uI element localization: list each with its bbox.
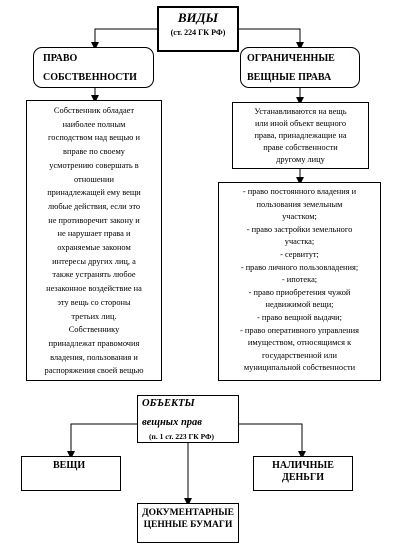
securities-box: [137, 503, 239, 543]
ownership-desc-line: Собственнику: [68, 325, 120, 335]
ownership-desc-line: наиболее полным: [62, 119, 126, 129]
things-label: ВЕЩИ: [53, 460, 86, 471]
ownership-desc-line: не нарушает права и: [57, 229, 131, 239]
limited-rights-line2: ВЕЩНЫЕ ПРАВА: [247, 72, 332, 83]
ownership-desc-line: любые действия, если это: [47, 201, 141, 211]
limited-list-line: - ипотека;: [281, 275, 318, 285]
types-title: ВИДЫ: [177, 10, 219, 25]
objects-box: [137, 395, 239, 443]
securities-line2: ЦЕННЫЕ БУМАГИ: [143, 520, 233, 530]
ownership-desc-line: незаконное воздействие на: [46, 284, 142, 294]
things-box: [21, 456, 121, 491]
limited-list-line: - право вещной выдачи;: [256, 312, 342, 322]
objects-line2: вещных прав: [142, 417, 202, 428]
limited-desc-line: или иной объект вещного: [254, 119, 347, 128]
ownership-line2: СОБСТВЕННОСТИ: [43, 72, 137, 83]
cash-line1: НАЛИЧНЫЕ: [272, 460, 334, 471]
ownership-desc-line: принадлежат правомочия: [48, 338, 140, 348]
limited-rights-list: [218, 182, 381, 381]
limited-desc-line: права, принадлежащие на: [254, 131, 347, 140]
ownership-desc-line: распоряжения своей вещью: [44, 366, 144, 376]
ownership-desc-line: третьих лиц.: [71, 311, 117, 321]
limited-desc-line: Устанавливаются на вещь: [254, 107, 347, 116]
ownership-box: [33, 47, 154, 88]
ownership-desc-line: отношении: [73, 174, 115, 184]
limited-list-line: - право застройки земельного: [246, 224, 353, 234]
limited-desc-line: другому лицу: [276, 155, 325, 164]
connector-objects-right: [238, 424, 302, 455]
ownership-desc-line: вправе по своему: [63, 147, 125, 157]
limited-list-line: - право личного пользовладения;: [240, 262, 359, 272]
limited-rights-description: [232, 102, 369, 169]
ownership-desc-line: также устранять любое: [52, 270, 136, 280]
cash-line2: ДЕНЬГИ: [281, 472, 325, 483]
limited-list-line: - право приобретения чужой: [248, 287, 351, 297]
limited-rights-box: [240, 47, 360, 88]
ownership-desc-line: интересы других лиц, а: [52, 256, 136, 266]
types-subtitle: (ст. 224 ГК РФ): [170, 28, 226, 37]
ownership-desc-line: эту вещь со стороны: [57, 297, 131, 307]
objects-subtitle: (п. 1 ст. 223 ГК РФ): [149, 432, 214, 441]
limited-list-line: пользования земельным: [256, 199, 343, 209]
limited-rights-line1: ОГРАНИЧЕННЫЕ: [247, 53, 335, 64]
limited-list-line: - право постоянного владения и: [242, 187, 357, 196]
limited-list-line: - сервитут;: [280, 249, 319, 259]
ownership-line1: ПРАВО: [43, 53, 78, 64]
limited-list-line: - право оперативного управления: [240, 325, 359, 335]
limited-desc-line: праве собственности: [263, 143, 338, 152]
limited-list-line: муниципальной собственности: [243, 363, 356, 373]
ownership-description: [26, 100, 162, 381]
securities-line1: ДОКУМЕНТАРНЫЕ: [142, 508, 234, 518]
connector-types-right: [238, 29, 300, 46]
ownership-desc-line: господством над вещью и: [47, 133, 140, 143]
cash-box: [253, 456, 353, 491]
limited-list-line: участка;: [284, 237, 315, 247]
types-box: [157, 6, 239, 52]
ownership-desc-line: не противоречит закону и: [48, 215, 140, 225]
ownership-desc-line: Собственник обладает: [53, 106, 135, 115]
limited-list-line: недвижимой вещи;: [265, 300, 334, 310]
ownership-desc-line: охраняемые законом: [57, 243, 131, 253]
limited-list-line: государственной или: [262, 350, 337, 360]
connector-objects-left: [71, 424, 137, 455]
ownership-desc-line: принадлежащей ему вещи: [47, 188, 141, 198]
objects-line1: ОБЪЕКТЫ: [142, 398, 195, 409]
limited-list-line: участком;: [282, 212, 317, 222]
ownership-desc-line: усмотрению совершать в: [49, 160, 139, 170]
connector-types-left: [95, 29, 157, 46]
limited-list-line: имуществом, относящимся к: [247, 338, 352, 348]
ownership-desc-line: владения, пользования и: [50, 352, 138, 362]
